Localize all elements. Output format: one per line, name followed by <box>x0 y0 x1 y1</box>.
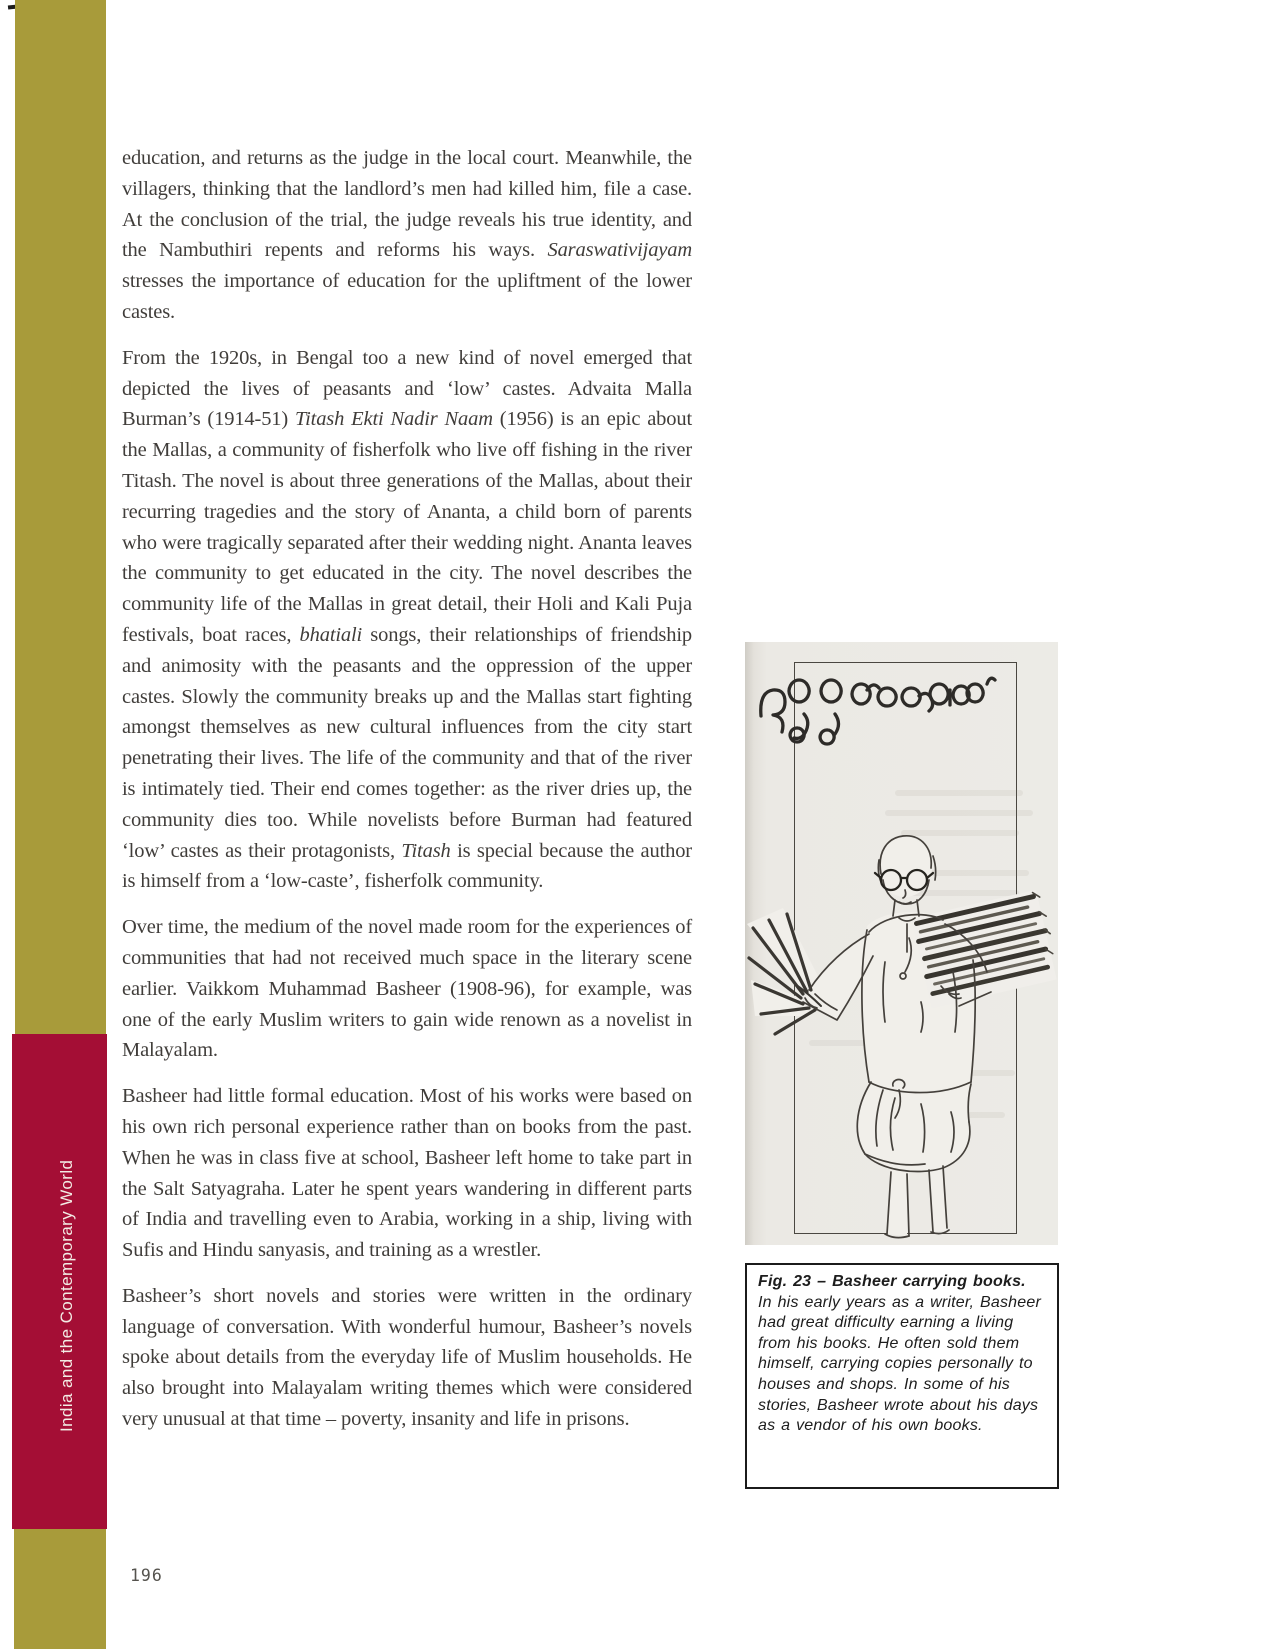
figure-caption-lead: Fig. 23 – Basheer carrying books. <box>758 1273 1026 1290</box>
basheer-sketch <box>745 642 1058 1245</box>
figure-silhouette <box>747 837 991 1236</box>
left-olive-bar-bottom <box>14 1529 106 1649</box>
figure-caption-text: In his early years as a writer, Basheer had great difficulty earning a living from his books. He often sold them himself, carrying copies personally to houses and shops. In some of his stories, Basheer wrote about his days as a vendor of his own books. <box>758 1293 1041 1435</box>
body-paragraph: From the 1920s, in Bengal too a new kind of novel emerged that depicted the lives of peasants and ‘low’ castes. Advaita Malla Burman’s (1914-51) Titash Ekti Nadir Naam (1956) is an epic about the Mallas, a community of fisherfolk who live off fishing in the river Titash. The novel is about three generations of the Mallas, about their recurring tragedies and the story of Ananta, a child born of parents who were tragically separated after their wedding night. Ananta leaves the community to get educated in the city. The novel describes the community life of the Mallas in great detail, their Holi and Kali Puja festivals, boat races, bhatiali songs, their relationships of friendship and animosity with the peasants and the oppression of the upper castes. Slowly the community breaks up and the Mallas start fighting amongst themselves as new cultural influences from the city start penetrating their lives. The life of the community and that of the river is intimately tied. Their end comes together: as the river dries up, the community dies too. While novelists before Burman had featured ‘low’ castes as their protagonists, Titash is special because the author is himself from a ‘low-caste’, fisherfolk community. <box>122 346 692 893</box>
body-paragraph: Basheer’s short novels and stories were written in the ordinary language of conversation. With wonderful humour, Basheer’s novels spoke about details from the everyday life of Muslim households. He also brought into Malayalam writing themes which were considered very unusual at that time – poverty, insanity and life in prisons. <box>122 1284 692 1431</box>
body-paragraph: education, and returns as the judge in the local court. Meanwhile, the villagers, thinking that the landlord’s men had killed him, file a case. At the conclusion of the trial, the judge reveals his true identity, and the Nambuthiri repents and reforms his ways. Saraswativijayam stresses the importance of education for the upliftment of the lower castes. <box>122 147 692 323</box>
body-paragraph: Over time, the medium of the novel made room for the experiences of communities that had not received much space in the literary scene earlier. Vaikkom Muhammad Basheer (1908-96), for example, was one of the early Muslim writers to gain wide renown as a novelist in Malayalam. <box>122 916 692 1062</box>
sidebar-vertical-title: India and the Contemporary World <box>57 1159 76 1432</box>
page-number: 196 <box>130 1566 163 1585</box>
left-olive-bar-top <box>15 0 106 1034</box>
figure-image <box>745 642 1058 1245</box>
body-text <box>122 143 692 1450</box>
malayalam-title-art <box>761 678 995 744</box>
figure-caption <box>745 1263 1059 1489</box>
body-paragraph: Basheer had little formal education. Most of his works were based on his own rich personal experience rather than on books from the past. When he was in class five at school, Basheer left home to take part in the Salt Satyagraha. Later he spent years wandering in different parts of India and travelling even to Arabia, working in a ship, living with Sufis and Hindu sanyasis, and training as a wrestler. <box>122 1085 692 1262</box>
books-stack-right <box>911 889 1058 1008</box>
